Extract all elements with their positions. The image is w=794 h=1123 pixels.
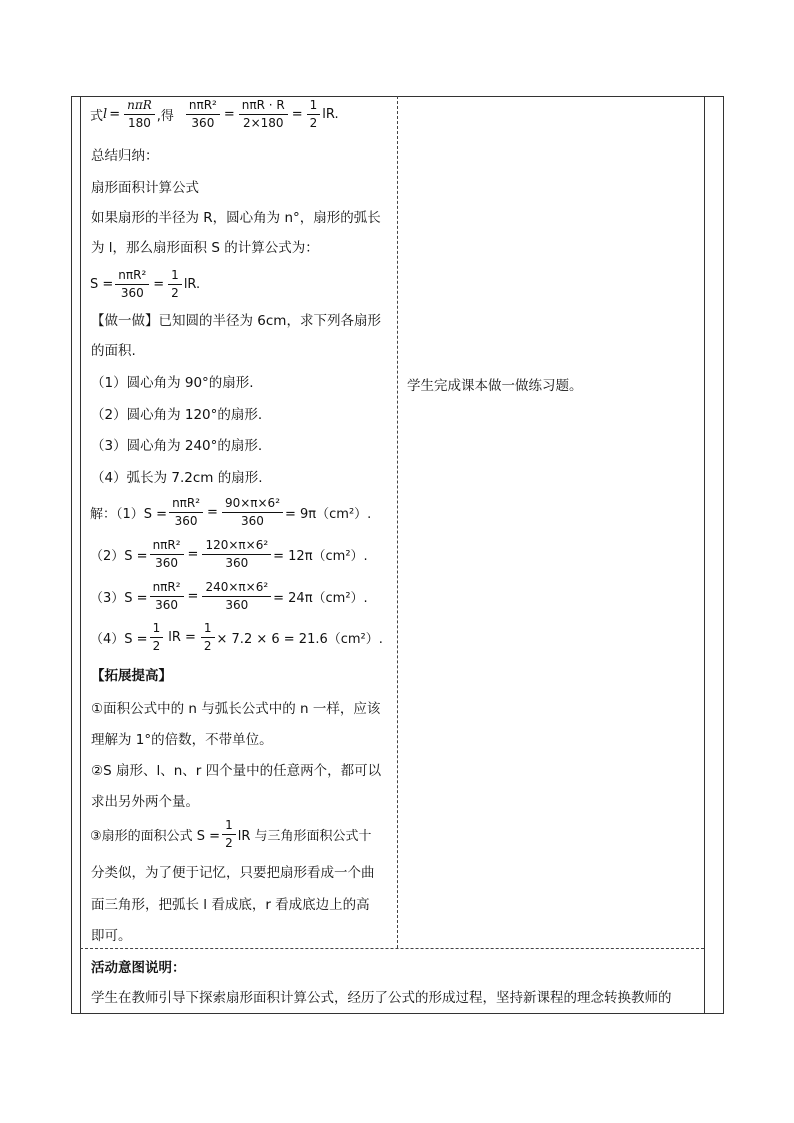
formula-title: 扇形面积计算公式	[91, 180, 199, 196]
question-3: （3）圆心角为 240°的扇形.	[91, 438, 263, 454]
equals-sign: =	[291, 107, 303, 122]
answer-2: （2）S = $\frac{\text{nπR²}}{360}$ = $\frac{\text{120×π×6²}}{360}$ = 12π（cm²）.	[90, 538, 368, 570]
extension-1-line-1: ①面积公式中的 n 与弧长公式中的 n 一样，应该	[91, 701, 381, 717]
extension-3-line-1: ③扇形的面积公式 S = $\frac{1}{2}$ lR 与三角形面积公式十	[90, 818, 372, 850]
extension-2-line-1: ②S 扇形、l、n、r 四个量中的任意两个，都可以	[91, 763, 382, 779]
extension-2-line-2: 求出另外两个量。	[91, 794, 199, 810]
fraction-half: $\frac{1}{2}$	[307, 98, 321, 131]
extension-1-line-2: 理解为 1°的倍数，不带单位。	[91, 732, 273, 748]
answer-1: 解：（1）S = $\frac{\text{nπR²}}{360}$ = $\frac{\text{90×π×6²}}{360}$ = 9π（cm²）.	[90, 496, 372, 528]
exercise-prompt-line-1: 【做一做】已知圆的半径为 6cm，求下列各扇形	[91, 313, 381, 329]
question-1: （1）圆心角为 90°的扇形.	[91, 375, 254, 391]
answer-3: （3）S = $\frac{\text{nπR²}}{360}$ = $\frac{\text{240×π×6²}}{360}$ = 24π（cm²）.	[90, 580, 368, 612]
intent-body: 学生在教师引导下探索扇形面积计算公式，经历了公式的形成过程，坚持新课程的理念转换教师的	[91, 990, 672, 1006]
exercise-prompt-line-2: 的面积.	[91, 343, 136, 359]
question-4: （4）弧长为 7.2cm 的扇形.	[91, 470, 263, 486]
intent-heading: 活动意图说明：	[91, 960, 186, 976]
definition-line-2: 为 l，那么扇形面积 S 的计算公式为：	[91, 240, 319, 256]
formula-prefix: 式	[90, 109, 104, 124]
fraction-area-expanded: $\frac{\text{nπR · R}}{2\times 180}$	[239, 98, 288, 131]
row-divider	[80, 948, 704, 949]
equals-sign: =	[223, 107, 235, 122]
summary-heading: 总结归纳：	[91, 148, 159, 164]
question-2: （2）圆心角为 120°的扇形.	[91, 407, 263, 423]
student-activity-note: 学生完成课本做一做练习题。	[407, 378, 583, 394]
formula-text: ,得	[156, 109, 174, 124]
equals-sign: =	[109, 107, 121, 122]
extension-3-line-4: 即可。	[91, 928, 132, 944]
definition-line-1: 如果扇形的半径为 R，圆心角为 n°，扇形的弧长	[91, 210, 381, 226]
column-divider	[397, 96, 398, 948]
extension-heading: 【拓展提高】	[91, 668, 172, 684]
fraction-arc-length: $\frac{\text{nπR}}{180}$	[124, 98, 155, 131]
sector-area-formula: S = $\frac{\text{nπR²}}{360}$ = $\frac{1}{2}$ lR.	[90, 268, 201, 300]
extension-3-line-2: 分类似，为了便于记忆，只要把扇形看成一个曲	[91, 865, 375, 881]
fraction-area: $\frac{\text{nπR²}}{360}$	[186, 98, 220, 131]
table-inner-left-border	[80, 96, 81, 1013]
answer-4: （4）S = $\frac{1}{2}$ lR = $\frac{1}{2}$ × 7.2 × 6 = 21.6（cm²）.	[90, 621, 383, 653]
arc-derivation-formula	[90, 98, 339, 131]
extension-3-line-3: 面三角形，把弧长 l 看成底，r 看成底边上的高	[91, 897, 370, 913]
table-inner-right-border	[704, 96, 705, 1013]
arc-length-symbol: l	[103, 107, 108, 122]
formula-tail: lR.	[322, 107, 339, 122]
